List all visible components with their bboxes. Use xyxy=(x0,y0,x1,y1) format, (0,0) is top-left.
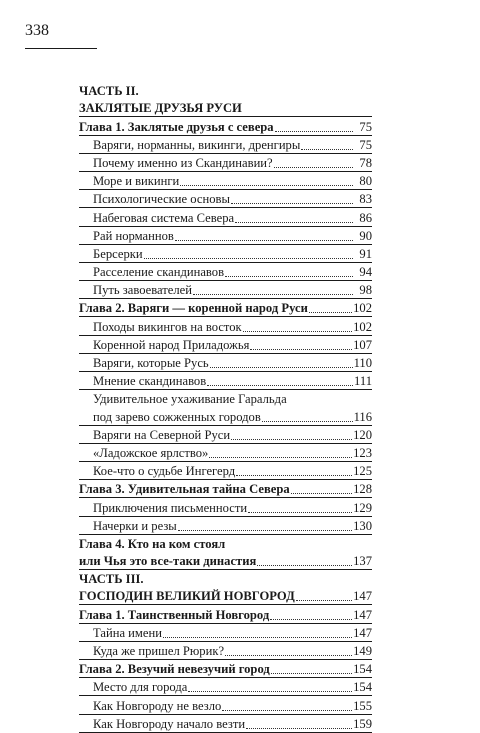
toc-leader-dots xyxy=(188,690,352,692)
toc-entry-title: Тайна имени xyxy=(93,625,162,640)
toc-entry-page: 80 xyxy=(359,174,372,189)
toc-entry-part-title[interactable] xyxy=(79,99,372,117)
table-of-contents xyxy=(79,82,372,733)
toc-entry-title: под зарево сожженных городов xyxy=(93,409,261,424)
toc-entry-page: 94 xyxy=(359,265,372,280)
toc-entry-title: Глава 1. Таинственный Новгород xyxy=(79,607,270,622)
toc-entry-title: Начерки и резы xyxy=(93,518,177,533)
toc-leader-dots xyxy=(248,511,352,513)
toc-entry-sub[interactable] xyxy=(79,263,372,281)
toc-entry-chapter[interactable] xyxy=(79,535,372,552)
toc-entry-page: 75 xyxy=(359,137,372,152)
page-number: 338 xyxy=(25,22,49,39)
toc-leader-dots xyxy=(225,654,352,656)
toc-entry-page: 111 xyxy=(354,374,372,389)
toc-leader-dots xyxy=(296,599,352,601)
toc-entry-page: 125 xyxy=(353,464,372,479)
toc-entry-title: Как Новгороду не везло xyxy=(93,698,222,713)
toc-entry-title: Куда же пришел Рюрик? xyxy=(93,644,225,658)
toc-leader-dots xyxy=(250,348,352,350)
toc-entry-sub[interactable] xyxy=(79,715,372,733)
toc-entry-page: 90 xyxy=(359,228,372,243)
toc-entry-sub[interactable] xyxy=(79,678,372,696)
toc-entry-title: Варяги, которые Русь xyxy=(93,356,209,370)
toc-leader-dots xyxy=(193,293,353,295)
toc-entry-title: Походы викингов на восток xyxy=(93,319,242,334)
toc-entry-title: ЗАКЛЯТЫЕ ДРУЗЬЯ РУСИ xyxy=(79,101,242,116)
toc-leader-dots xyxy=(243,330,352,332)
toc-entry-title: Путь завоевателей xyxy=(93,283,193,298)
toc-entry-sub[interactable] xyxy=(79,317,372,335)
toc-entry-sub[interactable] xyxy=(79,154,372,172)
toc-entry-page: 102 xyxy=(353,301,372,316)
toc-entry-page: 110 xyxy=(353,356,372,370)
toc-entry-page: 123 xyxy=(353,445,372,460)
toc-entry-title: Место для города xyxy=(93,680,188,695)
toc-entry-page: 116 xyxy=(353,409,372,424)
toc-entry-title: Глава 1. Заклятые друзья с севера xyxy=(79,119,274,134)
toc-leader-dots xyxy=(291,492,352,494)
toc-entry-page: 147 xyxy=(353,625,372,640)
toc-leader-dots xyxy=(163,636,352,638)
toc-entry-page: 128 xyxy=(353,482,372,497)
toc-entry-page: 98 xyxy=(359,283,372,298)
toc-leader-dots xyxy=(309,311,352,313)
toc-entry-page: 129 xyxy=(353,500,372,515)
toc-entry-page: 107 xyxy=(353,337,372,352)
toc-entry-page: 86 xyxy=(359,210,372,225)
toc-leader-dots xyxy=(180,184,353,186)
toc-entry-chapter[interactable] xyxy=(79,605,372,623)
toc-entry-title: Набеговая система Севера xyxy=(93,210,235,225)
toc-leader-dots xyxy=(288,403,353,404)
toc-entry-page: 137 xyxy=(353,554,372,569)
toc-entry-sub[interactable] xyxy=(79,642,372,660)
toc-entry-page: 83 xyxy=(359,192,372,207)
toc-entry-sub[interactable] xyxy=(79,372,372,390)
toc-entry-title: ЧАСТЬ II. xyxy=(79,84,139,99)
toc-entry-sub[interactable] xyxy=(79,444,372,462)
toc-leader-dots xyxy=(246,727,352,729)
toc-leader-dots xyxy=(257,564,352,566)
toc-leader-dots xyxy=(231,438,352,440)
toc-entry-title: Удивительное ухаживание Гаральда xyxy=(93,392,287,407)
toc-entry-page: 159 xyxy=(353,716,372,731)
toc-entry-sub[interactable] xyxy=(79,245,372,263)
toc-leader-dots xyxy=(207,384,353,386)
toc-leader-dots xyxy=(271,672,352,674)
toc-entry-page: 154 xyxy=(353,662,372,677)
toc-entry-title: Расселение скандинавов xyxy=(93,265,225,280)
toc-leader-dots xyxy=(301,148,353,150)
toc-entry-title: Кое-что о судьбе Ингегерд xyxy=(93,464,236,479)
toc-leader-dots xyxy=(144,257,353,259)
toc-entry-title: ГОСПОДИН ВЕЛИКИЙ НОВГОРОД xyxy=(79,589,295,604)
toc-entry-page: 149 xyxy=(353,644,372,658)
toc-entry-title: Берсерки xyxy=(93,246,143,261)
toc-entry-chapter[interactable] xyxy=(79,552,372,570)
toc-entry-page: 120 xyxy=(353,427,372,442)
toc-entry-title: Рай норманнов xyxy=(93,228,174,243)
toc-entry-sub[interactable] xyxy=(79,354,372,372)
toc-leader-dots xyxy=(222,709,352,711)
toc-entry-page: 147 xyxy=(353,607,372,622)
toc-entry-sub[interactable] xyxy=(79,281,372,299)
toc-entry-title: «Ладожское ярлство» xyxy=(93,445,209,460)
toc-entry-title: Как Новгороду начало везти xyxy=(93,716,246,731)
toc-leader-dots xyxy=(270,618,352,620)
toc-entry-sub[interactable] xyxy=(79,172,372,190)
toc-entry-sub[interactable] xyxy=(79,624,372,642)
toc-entry-sub[interactable] xyxy=(79,498,372,516)
toc-entry-sub[interactable] xyxy=(79,336,372,354)
toc-entry-title: Варяги, норманны, викинги, дренгиры xyxy=(93,137,301,152)
toc-entry-title: Глава 4. Кто на ком стоял xyxy=(79,536,226,551)
toc-entry-page: 154 xyxy=(353,680,372,695)
toc-entry-title: Глава 2. Везучий невезучий город xyxy=(79,662,270,677)
toc-entry-chapter[interactable] xyxy=(79,117,372,135)
toc-entry-chapter[interactable] xyxy=(79,480,372,498)
toc-entry-sub[interactable] xyxy=(79,208,372,226)
toc-entry-sub[interactable] xyxy=(79,696,372,714)
toc-entry-sub[interactable] xyxy=(79,407,372,425)
toc-leader-dots xyxy=(175,239,353,241)
toc-entry-title: Глава 2. Варяги — коренной народ Руси xyxy=(79,301,308,316)
toc-leader-dots xyxy=(225,275,353,277)
toc-leader-dots xyxy=(209,456,352,458)
toc-leader-dots xyxy=(274,166,353,168)
toc-entry-title: или Чья это все-таки династия xyxy=(79,554,257,569)
header-rule xyxy=(25,48,97,49)
toc-leader-dots xyxy=(210,366,353,368)
toc-entry-title: Почему именно из Скандинавии? xyxy=(93,155,273,170)
toc-entry-title: Коренной народ Приладожья xyxy=(93,337,250,352)
toc-entry-page: 78 xyxy=(359,155,372,170)
toc-entry-chapter[interactable] xyxy=(79,587,372,605)
toc-entry-title: Психологические основы xyxy=(93,192,230,207)
toc-entry-title: Приключения письменности xyxy=(93,500,248,515)
toc-entry-page: 102 xyxy=(353,319,372,334)
toc-entry-sub[interactable] xyxy=(79,227,372,245)
toc-entry-page: 147 xyxy=(353,589,372,604)
toc-leader-dots xyxy=(236,474,352,476)
toc-entry-sub[interactable] xyxy=(79,426,372,444)
toc-entry-title: ЧАСТЬ III. xyxy=(79,572,144,587)
toc-entry-title: Море и викинги xyxy=(93,174,180,189)
toc-entry-page: 155 xyxy=(353,698,372,713)
toc-entry-sub[interactable] xyxy=(79,390,372,407)
toc-entry-title: Варяги на Северной Руси xyxy=(93,427,231,442)
toc-entry-chapter[interactable] xyxy=(79,660,372,678)
toc-leader-dots xyxy=(226,548,353,549)
toc-leader-dots xyxy=(178,529,352,531)
toc-entry-title: Глава 3. Удивительная тайна Севера xyxy=(79,482,290,497)
toc-entry-part[interactable] xyxy=(79,82,372,99)
toc-leader-dots xyxy=(231,202,353,204)
toc-leader-dots xyxy=(262,420,353,422)
toc-entry-sub[interactable] xyxy=(79,136,372,154)
toc-entry-page: 91 xyxy=(359,246,372,261)
toc-entry-sub[interactable] xyxy=(79,462,372,480)
toc-entry-page: 75 xyxy=(359,119,372,134)
toc-leader-dots xyxy=(275,130,353,132)
toc-leader-dots xyxy=(235,221,353,223)
toc-entry-sub[interactable] xyxy=(79,190,372,208)
toc-entry-page: 130 xyxy=(353,518,372,533)
toc-entry-part[interactable] xyxy=(79,570,372,587)
toc-entry-title: Мнение скандинавов xyxy=(93,374,207,389)
toc-entry-sub[interactable] xyxy=(79,517,372,535)
toc-entry-chapter[interactable] xyxy=(79,299,372,317)
